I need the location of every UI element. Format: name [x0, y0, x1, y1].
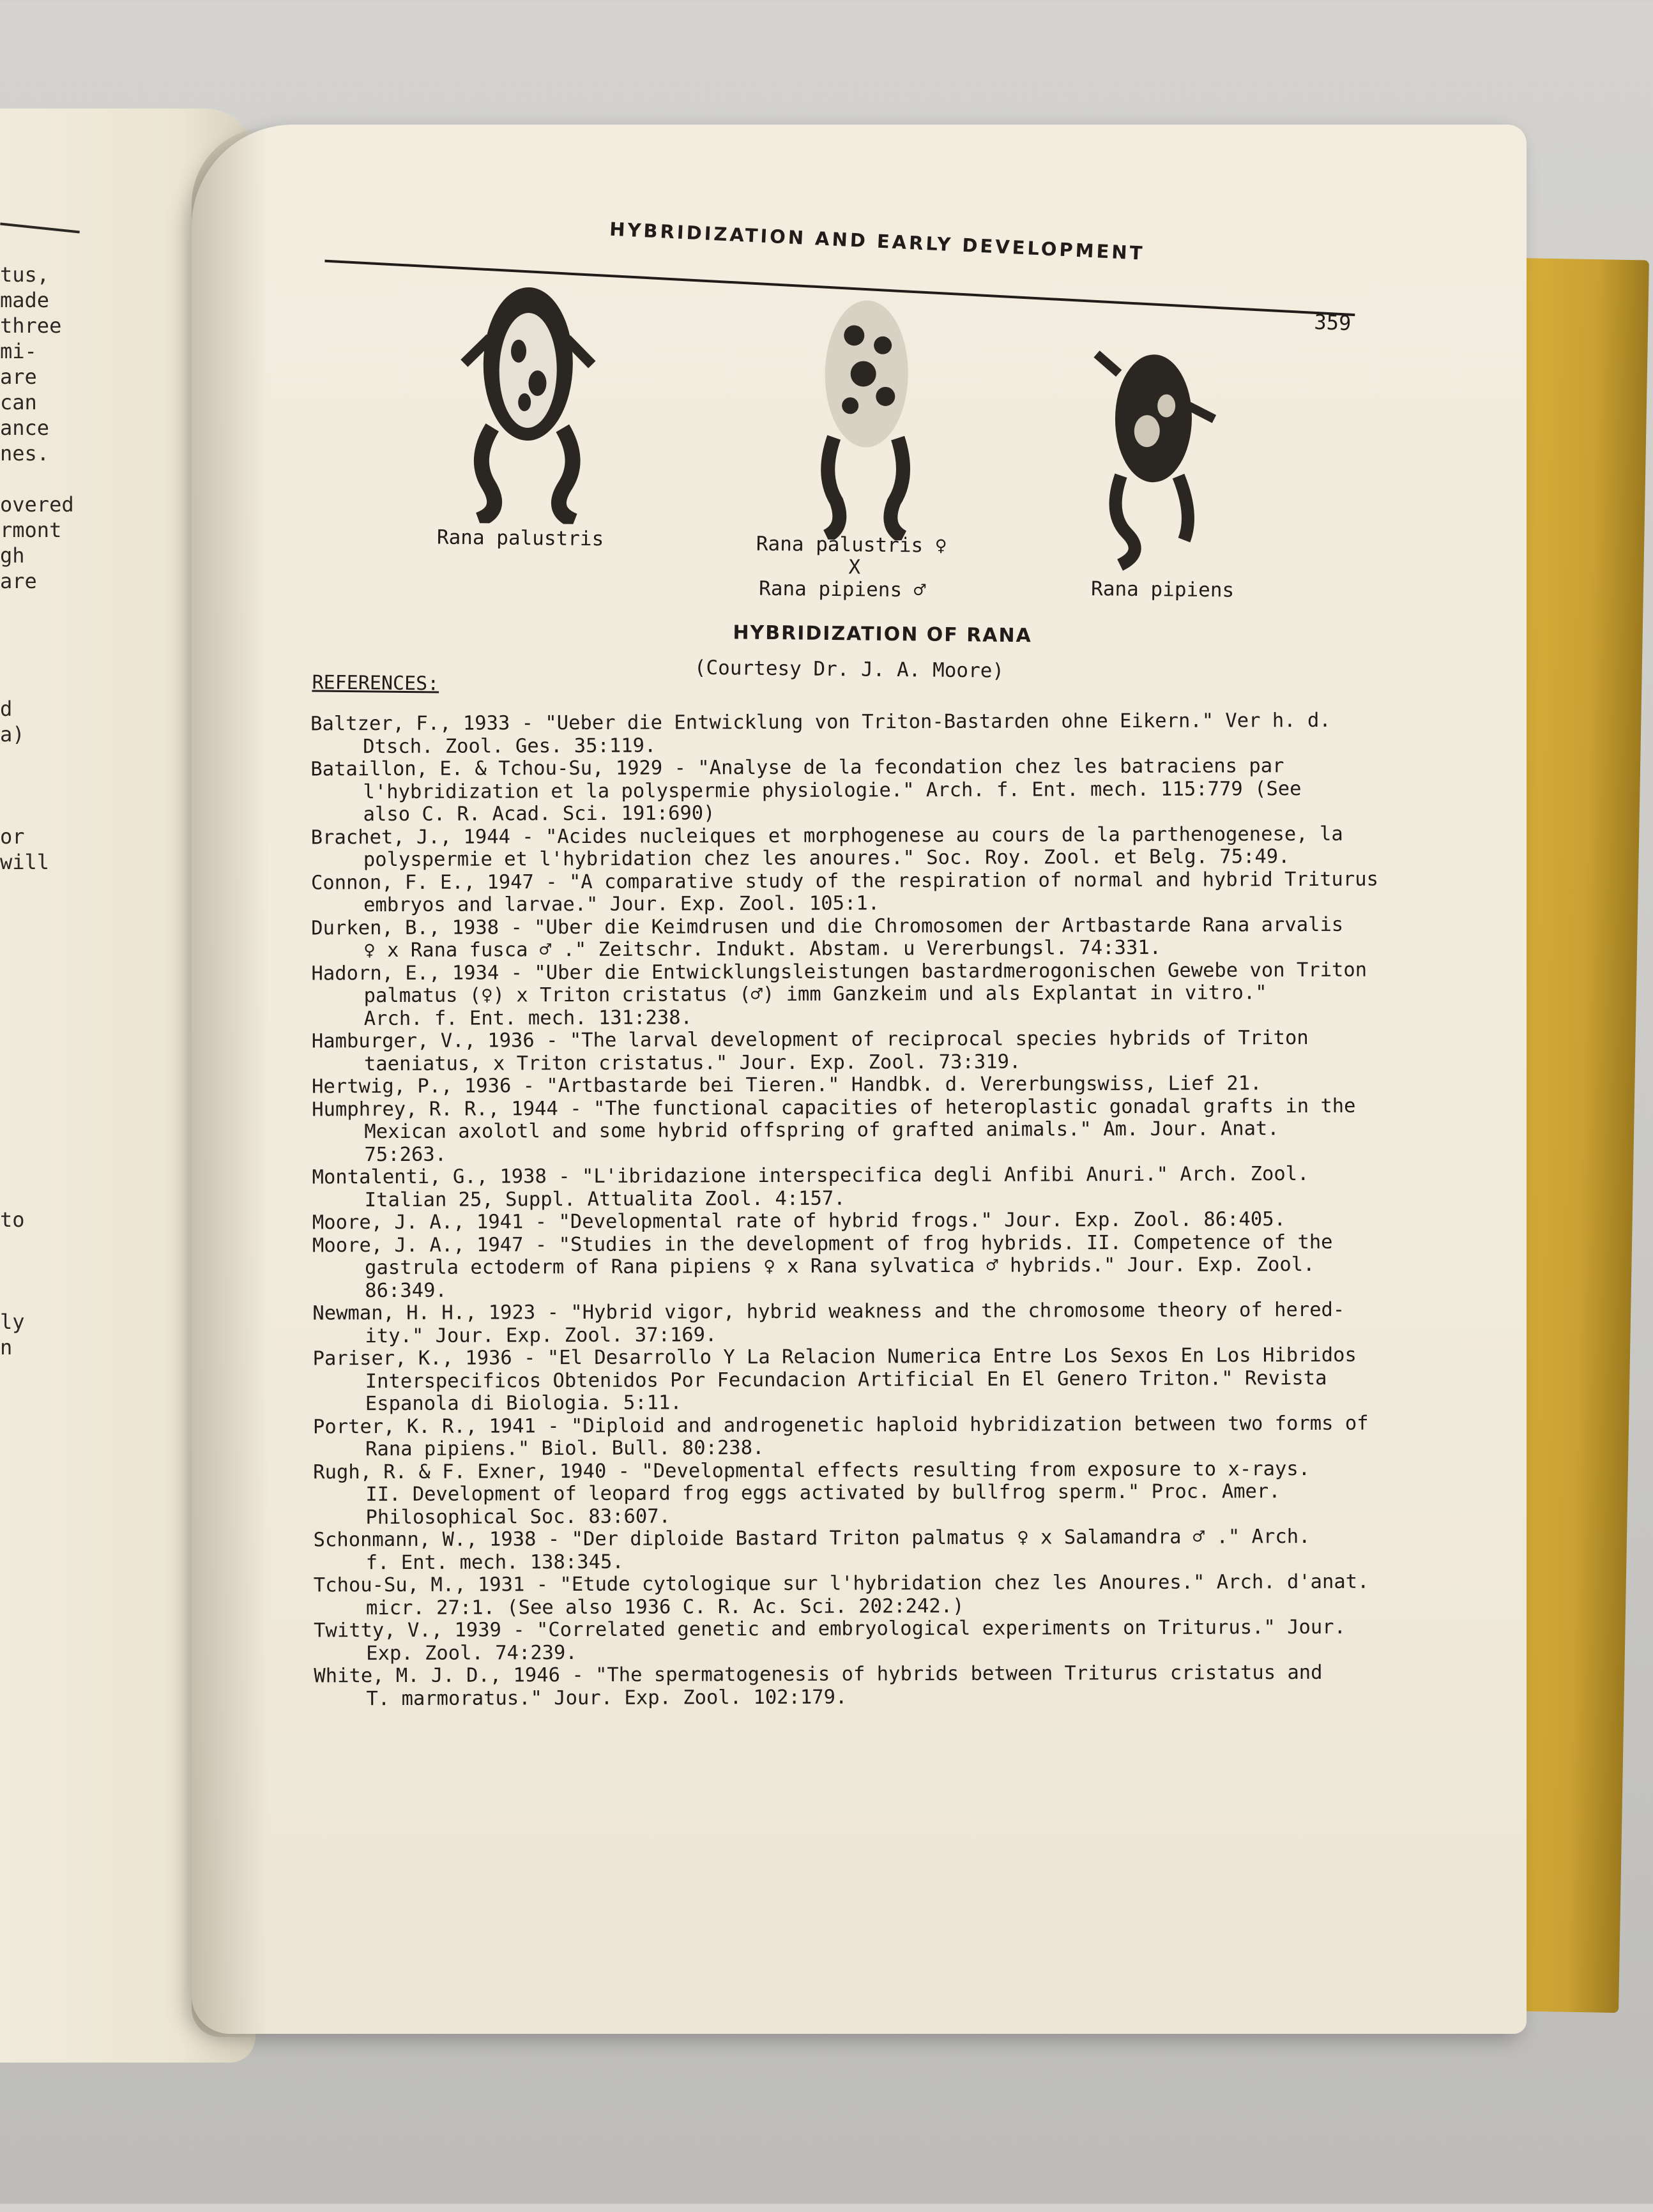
frog-photo-rana-palustris: [453, 268, 602, 524]
left-page-fragment: mi-: [0, 339, 37, 363]
page-number: 359: [1313, 310, 1352, 336]
reference-continuation: Italian 25, Suppl. Attualita Zool. 4:157.: [364, 1187, 846, 1211]
reference-first-line: Tchou-Su, M., 1931 - "Etude cytologique sur l'hybridation chez les Anoures." Arch. d'anat.: [313, 1570, 1369, 1597]
left-page-fragment: three: [0, 314, 62, 338]
left-page-fragment: or: [0, 824, 25, 849]
reference-entry: [312, 1072, 1417, 1098]
reference-continuation: Exp. Zool. 74:239.: [366, 1641, 577, 1665]
reference-first-line: Brachet, J., 1944 - "Acides nucleiques et morphogenese au cours de la parthenogenese, la: [310, 822, 1343, 849]
reference-first-line: Pariser, K., 1936 - "El Desarrollo Y La Relacion Numerica Entre Los Sexos En Los Hibridos: [312, 1344, 1357, 1370]
reference-continuation: II. Development of leopard frog eggs activated by bullfrog sperm." Proc. Amer.: [365, 1480, 1281, 1506]
left-page-fragment: rmont: [0, 518, 62, 542]
reference-first-line: Hertwig, P., 1936 - "Artbastarde bei Tieren." Handbk. d. Vererbungswiss, Lief 21.: [312, 1072, 1262, 1098]
reference-continuation: embryos and larvae." Jour. Exp. Zool. 105:1.: [363, 892, 880, 917]
reference-entry: [312, 1026, 1417, 1075]
reference-first-line: Connon, F. E., 1947 - "A comparative study of the respiration of normal and hybrid Triturus: [310, 868, 1379, 894]
left-page-fragment: gh: [0, 543, 25, 568]
reference-continuation: ♀ x Rana fusca ♂ ." Zeitschr. Indukt. Abstam. u Vererbungsl. 74:331.: [363, 936, 1162, 962]
references-list: [310, 709, 1419, 1710]
reference-first-line: Montalenti, G., 1938 - "L'ibridazione interspecifica degli Anfibi Anuri." Arch. Zool.: [312, 1162, 1309, 1189]
left-page-fragment: overed: [0, 492, 74, 517]
reference-first-line: Durken, B., 1938 - "Uber die Keimdrusen und die Chromosomen der Artbastarde Rana arvalis: [311, 913, 1344, 939]
reference-first-line: Baltzer, F., 1933 - "Ueber die Entwicklung von Triton-Bastarden ohne Eikern." Ver h. d.: [310, 709, 1331, 736]
reference-first-line: Twitty, V., 1939 - "Correlated genetic and embryological experiments on Triturus." Jour.: [314, 1616, 1346, 1642]
caption-hybrid-line3: Rana pipiens ♂: [758, 577, 926, 602]
left-page-fragment: to: [0, 1208, 25, 1232]
reference-first-line: Bataillon, E. & Tchou-Su, 1929 - "Analyse de la fecondation chez les batraciens par: [310, 755, 1284, 781]
reference-continuation: Rana pipiens." Biol. Bull. 80:238.: [365, 1436, 765, 1461]
reference-first-line: Rugh, R. & F. Exner, 1940 - "Developmental effects resulting from exposure to x-rays.: [313, 1457, 1311, 1483]
caption-hybrid-line1: Rana palustris ♀: [756, 532, 947, 557]
left-page-fragment: are: [0, 569, 37, 593]
reference-continuation: l'hybridization et la polyspermie physiologie." Arch. f. Ent. mech. 115:779 (See: [363, 777, 1302, 803]
figure-title: HYBRIDIZATION OF RANA: [733, 621, 1033, 648]
reference-first-line: Porter, K. R., 1941 - "Diploid and androgenetic haploid hybridization between two forms of: [312, 1412, 1369, 1438]
reference-entry: [314, 1525, 1419, 1574]
figure-courtesy: (Courtesy Dr. J. A. Moore): [694, 656, 1005, 683]
reference-entry: [311, 868, 1416, 917]
reference-first-line: Hadorn, E., 1934 - "Uber die Entwicklungsleistungen bastardmerogonischen Gewebe von Triton: [311, 958, 1367, 985]
reference-entry: [310, 709, 1415, 758]
reference-first-line: Schonmann, W., 1938 - "Der diploide Bastard Triton palmatus ♀ x Salamandra ♂ ." Arch.: [313, 1525, 1311, 1552]
reference-first-line: Newman, H. H., 1923 - "Hybrid vigor, hybrid weakness and the chromosome theory of hered-: [312, 1298, 1345, 1325]
reference-entry: [313, 1457, 1418, 1529]
reference-continuation: Espanola di Biologia. 5:11.: [365, 1391, 682, 1416]
reference-continuation: micr. 27:1. (See also 1936 C. R. Ac. Sci. 202:242.): [365, 1595, 964, 1619]
caption-hybrid-line2: X: [848, 556, 861, 579]
reference-entry: [310, 754, 1415, 826]
reference-continuation: f. Ent. mech. 138:345.: [365, 1550, 624, 1574]
left-page-fragment: ance: [0, 416, 50, 440]
frog-photo-rana-pipiens: [1081, 335, 1224, 572]
running-head: HYBRIDIZATION AND EARLY DEVELOPMENT: [609, 218, 1146, 264]
frog-photo-hybrid: [801, 284, 931, 540]
left-page-fragment: d: [0, 697, 13, 721]
caption-rana-pipiens: Rana pipiens: [1090, 577, 1235, 602]
left-page-fragment: will: [0, 850, 50, 874]
reference-continuation: ity." Jour. Exp. Zool. 37:169.: [365, 1323, 717, 1347]
reference-continuation: T. marmoratus." Jour. Exp. Zool. 102:179.: [366, 1686, 848, 1710]
reference-continuation: polyspermie et l'hybridation chez les anoures." Soc. Roy. Zool. et Belg. 75:49.: [363, 845, 1290, 872]
references-label: REFERENCES:: [312, 671, 439, 695]
reference-entry: [311, 958, 1416, 1031]
reference-entry: [312, 1095, 1417, 1167]
reference-first-line: Hamburger, V., 1936 - "The larval development of reciprocal species hybrids of Triton: [311, 1026, 1309, 1053]
reference-entry: [314, 1616, 1419, 1665]
reference-entry: [314, 1570, 1419, 1619]
reference-entry: [312, 1298, 1417, 1347]
reference-first-line: Moore, J. A., 1941 - "Developmental rate of hybrid frogs." Jour. Exp. Zool. 86:405.: [312, 1208, 1286, 1234]
reference-entry: [311, 822, 1416, 872]
left-page-fragment: nes.: [0, 441, 50, 466]
reference-continuation: 75:263.: [364, 1143, 447, 1166]
reference-entry: [311, 913, 1416, 962]
reference-first-line: Moore, J. A., 1947 - "Studies in the development of frog hybrids. II. Competence of the: [312, 1231, 1333, 1257]
reference-continuation: Interspecificos Obtenidos Por Fecundacion Artificial En El Genero Triton." Revista: [365, 1367, 1327, 1393]
reference-entry: [313, 1412, 1418, 1461]
reference-continuation: gastrula ectoderm of Rana pipiens ♀ x Rana sylvatica ♂ hybrids." Jour. Exp. Zool.: [365, 1253, 1315, 1280]
reference-continuation: 86:349.: [365, 1279, 447, 1302]
reference-entry: [313, 1344, 1418, 1416]
reference-continuation: Philosophical Soc. 83:607.: [365, 1504, 671, 1529]
reference-continuation: Dtsch. Zool. Ges. 35:119.: [363, 734, 657, 758]
left-page-fragment: n: [0, 1335, 13, 1360]
reference-continuation: palmatus (♀) x Triton cristatus (♂) imm Ganzkeim und als Explantat in vitro.": [363, 981, 1267, 1008]
reference-entry: [314, 1661, 1419, 1710]
reference-continuation: Mexican axolotl and some hybrid offspring of grafted animals." Am. Jour. Anat.: [364, 1117, 1279, 1144]
left-page-fragment: ly: [0, 1310, 25, 1334]
left-page-fragment: made: [0, 288, 50, 312]
left-page-fragment: can: [0, 390, 37, 414]
left-page-fragment: tus,: [0, 262, 50, 287]
reference-continuation: also C. R. Acad. Sci. 191:690): [363, 802, 715, 826]
caption-rana-palustris: Rana palustris: [436, 526, 604, 551]
reference-continuation: taeniatus, x Triton cristatus." Jour. Exp. Zool. 73:319.: [363, 1050, 1021, 1075]
reference-entry: [312, 1231, 1417, 1303]
left-page-fragment: a): [0, 722, 25, 746]
reference-continuation: Arch. f. Ent. mech. 131:238.: [363, 1006, 692, 1030]
reference-entry: [312, 1208, 1417, 1234]
reference-first-line: White, M. J. D., 1946 - "The spermatogenesis of hybrids between Triturus cristatus and: [314, 1661, 1323, 1688]
reference-entry: [312, 1162, 1417, 1211]
reference-first-line: Humphrey, R. R., 1944 - "The functional capacities of heteroplastic gonadal grafts in the: [312, 1095, 1356, 1121]
left-page-fragment: are: [0, 365, 37, 389]
